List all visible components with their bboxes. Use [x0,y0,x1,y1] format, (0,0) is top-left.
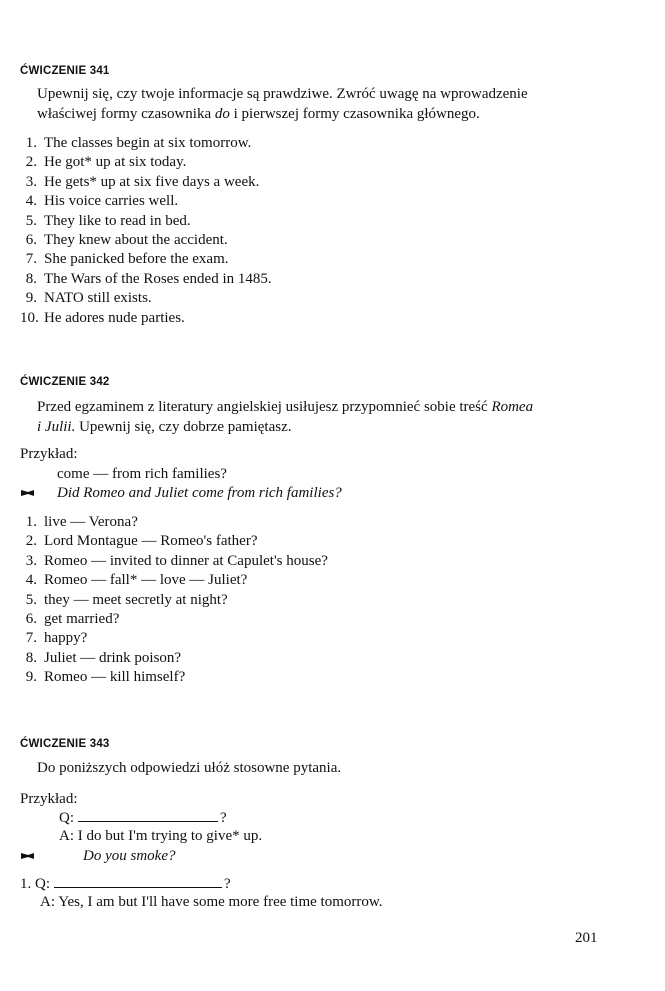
item-number: 5. [25,212,37,229]
item-text: She panicked before the exam. [44,251,229,268]
item-text: Romeo — fall* — love — Juliet? [44,572,248,589]
exercise-343-instruction: Do poniższych odpowiedzi ułóż stosowne pytania. [37,760,342,776]
list-item [20,289,272,308]
exercise-342-list [20,513,328,688]
item-number: 6. [25,610,37,627]
item-number: 2. [25,154,37,171]
item-number: 6. [25,231,37,248]
item-text: they — meet secretly at night? [44,591,228,608]
item-text: Romeo — kill himself? [44,669,186,686]
item-number: 10. [20,309,39,326]
item-number: 1. [25,514,37,530]
item-number: 7. [25,630,37,647]
item-text: The Wars of the Roses ended in 1485. [44,270,272,287]
list-item [20,610,328,629]
item-1-answer: A: Yes, I am but I'll have some more free time tomorrow. [40,894,383,910]
list-item [20,668,328,687]
example-answer: Do you smoke? [83,848,176,864]
instruction-line-1b: Romea [491,399,534,415]
list-item [20,212,272,231]
exercise-342-heading: ĆWICZENIE 342 [20,376,110,388]
item-text: Romeo — invited to dinner at Capulet's house? [44,552,328,569]
list-item [20,231,272,250]
instruction-line-1a: Przed egzaminem z literatury angielskiej usiłujesz przypomnieć sobie treść [37,399,492,415]
list-item [20,270,272,289]
item-text: He gets* up at six five days a week. [44,173,260,190]
item-number: 7. [25,251,37,268]
example-prompt: come — from rich families? [57,466,227,482]
item-text: happy? [44,630,88,647]
instruction-line-1: Upewnij się, czy twoje informacje są prawdziwe. Zwróć uwagę na wprowadzenie [37,86,528,102]
instruction-line-2a: i Julii. [37,419,76,435]
item-number: 8. [25,270,37,287]
list-item [20,552,328,571]
item-text: They knew about the accident. [44,231,228,248]
item-text: Juliet — drink poison? [44,649,182,666]
item-text: His voice carries well. [44,193,179,210]
list-item [20,309,272,328]
question-mark: ? [220,810,227,826]
exercise-341-list [20,134,272,328]
question-label: Q: [59,810,74,826]
list-item [20,649,328,668]
answer-blank [78,809,218,822]
question-mark: ? [224,876,231,892]
list-item [20,153,272,172]
answer-blank [54,875,222,888]
item-text: get married? [44,610,120,627]
list-item [20,173,272,192]
question-label: Q: [35,876,50,892]
item-number: 3. [25,552,37,569]
item-text: They like to read in bed. [44,212,191,229]
example-label: Przykład: [20,446,78,462]
pointing-hand-icon [21,852,35,860]
item-1-question-line [20,874,231,894]
item-text: live — Verona? [44,514,138,530]
item-number: 2. [25,533,37,550]
item-number: 1. [25,135,37,151]
item-text: He adores nude parties. [44,309,185,326]
item-text: Lord Montague — Romeo's father? [44,533,258,550]
list-item [20,513,328,532]
item-number: 1. [20,876,32,892]
instruction-line-2a: właściwej formy czasownika [37,106,215,122]
pointing-hand-icon [21,489,35,497]
list-item [20,192,272,211]
item-number: 3. [25,173,37,190]
item-number: 9. [25,669,37,686]
example-label: Przykład: [20,791,78,807]
item-number: 9. [25,290,37,307]
item-text: The classes begin at six tomorrow. [44,135,252,151]
example-answer: Did Romeo and Juliet come from rich families? [57,485,342,501]
list-item [20,571,328,590]
list-item [20,629,328,648]
item-number: 4. [25,572,37,589]
item-number: 8. [25,649,37,666]
item-number: 5. [25,591,37,608]
list-item [20,532,328,551]
list-item [20,134,272,153]
exercise-343-heading: ĆWICZENIE 343 [20,738,110,750]
item-text: NATO still exists. [44,290,152,307]
list-item [20,250,272,269]
instruction-line-2b: do [214,106,230,122]
exercise-341-heading: ĆWICZENIE 341 [20,65,110,77]
exercise-342-instruction [37,397,607,437]
page-number: 201 [575,930,598,946]
exercise-341-instruction [37,84,607,124]
example-answer-line: A: I do but I'm trying to give* up. [59,828,263,844]
instruction-line-2b: Upewnij się, czy dobrze pamiętasz. [75,419,292,435]
instruction-line-2c: i pierwszej formy czasownika głównego. [229,106,480,122]
item-text: He got* up at six today. [44,154,187,171]
list-item [20,591,328,610]
item-number: 4. [25,193,37,210]
example-question-line [59,808,227,828]
